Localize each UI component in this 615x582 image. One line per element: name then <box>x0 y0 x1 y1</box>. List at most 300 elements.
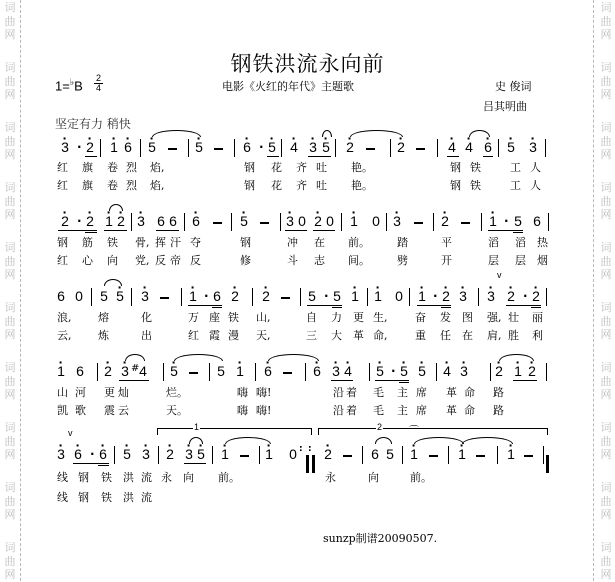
note: · 1 <box>104 213 114 229</box>
note: · 3 <box>459 363 469 379</box>
barline <box>114 446 115 464</box>
beam-underline <box>104 230 127 231</box>
note: 0 <box>298 213 306 229</box>
augmentation-dot: · <box>204 289 209 303</box>
barline <box>367 288 368 306</box>
barline <box>100 139 101 157</box>
note: · 2 <box>85 213 95 229</box>
watermark-right <box>596 0 615 581</box>
lyric-char: 志 <box>314 254 325 267</box>
tie-slur <box>268 354 319 361</box>
lyric-char: 命 <box>464 404 475 417</box>
lyric-char: 铁 <box>107 236 118 249</box>
lyric-char: 前。 <box>410 471 432 484</box>
note: · 4 <box>447 139 457 155</box>
lyric-char: 大 <box>331 329 342 342</box>
lyric-char: 烂。 <box>166 386 188 399</box>
note: · 1 <box>56 363 66 379</box>
barline <box>255 363 256 381</box>
lyric-char: 向 <box>107 254 118 267</box>
key-signature <box>55 77 83 93</box>
barline <box>140 139 141 157</box>
lyric-char: 座 <box>209 311 220 324</box>
lyric-char: 漫 <box>228 329 239 342</box>
song-title: 钢铁洪流永向前 <box>230 52 385 76</box>
beam-underline-double <box>399 382 409 383</box>
lyric-char: 浪, <box>57 311 72 324</box>
note: · 5 <box>115 288 125 304</box>
lyric-char: 河 <box>75 386 86 399</box>
beam-underline-double <box>332 307 342 308</box>
lyric-char: 红 <box>57 254 68 267</box>
note: · 2 <box>440 213 450 229</box>
lyric-char: 吐 <box>316 179 327 192</box>
sustain-dash <box>414 222 423 224</box>
tie-slur <box>350 130 403 137</box>
note: · 4 <box>464 139 474 155</box>
final-barline-thick <box>546 455 549 473</box>
lyric-char: 毛 <box>373 404 384 417</box>
watermark-text: 词 曲 网 <box>600 1 612 41</box>
watermark-text: 词 曲 网 <box>600 61 612 101</box>
beam-underline-double <box>85 232 97 233</box>
lyric-char: 沿 <box>333 386 344 399</box>
note: · 1 <box>417 288 427 304</box>
lyric-char: 洪 <box>123 471 134 484</box>
note: 5 <box>308 288 316 304</box>
lyric-char: 奋 <box>415 311 426 324</box>
lyric-char: 胜 <box>508 329 519 342</box>
lyric-char: 齐 <box>296 161 307 174</box>
note: · 6 <box>263 363 273 379</box>
lyric-char: 骨, <box>135 236 150 249</box>
lyric-char: 洪 <box>123 491 134 504</box>
note: · 5 <box>267 139 277 155</box>
lyric-char: 花 <box>271 161 282 174</box>
composer-credit: 吕其明曲 <box>483 100 527 113</box>
augmentation-dot: · <box>90 447 95 461</box>
margin-line-left <box>20 0 21 581</box>
lyric-char: 烈 <box>126 179 137 192</box>
watermark-text: 词 曲 网 <box>4 301 16 341</box>
tie-slur <box>189 437 203 444</box>
beam-underline <box>307 305 342 306</box>
beam-underline <box>308 156 331 157</box>
lyric-char: 艳。 <box>351 161 373 174</box>
note: · 5 <box>375 363 385 379</box>
note: · 1 <box>264 446 274 462</box>
note: · 6 <box>312 363 322 379</box>
key-prefix: 1= <box>55 78 70 94</box>
lyric-char: 肩, <box>487 329 502 342</box>
sustain-dash <box>160 297 169 299</box>
lyric-char: 工 <box>510 161 521 174</box>
note: · 1 <box>235 363 245 379</box>
barline <box>498 139 499 157</box>
watermark-text: 词 曲 网 <box>4 61 16 101</box>
lyric-char: 汗 <box>170 236 181 249</box>
note: · 2 <box>396 139 406 155</box>
note: · 1 <box>349 213 359 229</box>
lyric-char: 重 <box>415 329 426 342</box>
lyric-char: 平 <box>441 236 452 249</box>
lyric-char: 层 <box>488 254 499 267</box>
sustain-dash <box>476 455 485 457</box>
barline <box>369 363 370 381</box>
lyric-char: 万 <box>188 311 199 324</box>
lyric-char: 图 <box>462 311 473 324</box>
barline <box>335 139 336 157</box>
key-note: B <box>74 78 83 94</box>
lyric-char: 艳。 <box>351 179 373 192</box>
time-signature <box>94 74 103 93</box>
sustain-dash <box>343 455 352 457</box>
sustain-dash <box>283 372 292 374</box>
note: · 1 <box>373 288 383 304</box>
tie-slur <box>322 130 332 137</box>
lyric-char: 红 <box>57 161 68 174</box>
watermark-text: 词 曲 网 <box>4 241 16 281</box>
note: · 2 <box>494 363 504 379</box>
beam-underline <box>447 156 459 157</box>
sustain-dash <box>281 297 290 299</box>
note: 6 <box>371 446 379 462</box>
lyric-char: 向 <box>183 471 194 484</box>
note: · 2 <box>527 363 537 379</box>
lyric-char: 强, <box>487 311 502 324</box>
note: · 2 <box>506 288 516 304</box>
barline <box>281 139 282 157</box>
tie-slur <box>125 354 145 361</box>
note: · 4 <box>442 363 452 379</box>
lyric-char: 革 <box>446 386 457 399</box>
note: · 1 <box>350 288 360 304</box>
flat-symbol: ♭ <box>69 77 75 87</box>
note: · 3 <box>486 288 496 304</box>
augmentation-dot: · <box>433 289 438 303</box>
lyric-char: 着 <box>346 404 357 417</box>
note: · 1 <box>513 363 523 379</box>
note: 5 <box>217 363 225 379</box>
lyric-char: 凯 <box>57 404 68 417</box>
lyric-char: 灿 <box>118 386 129 399</box>
barline <box>341 213 342 231</box>
watermark-text: 词 曲 网 <box>4 361 16 401</box>
lyric-char: 钢 <box>78 491 89 504</box>
margin-line-right <box>593 0 594 581</box>
beam-underline <box>375 380 409 381</box>
lyric-char: 滔 <box>515 236 526 249</box>
note: · 3 <box>141 446 151 462</box>
tie-slur <box>375 437 392 444</box>
lyric-char: 任 <box>440 329 451 342</box>
lyric-char: 更 <box>104 386 115 399</box>
note: · 6 <box>98 446 108 462</box>
lyric-char: 主 <box>397 386 408 399</box>
tie-slur <box>104 279 122 286</box>
lyric-char: 挥 <box>155 236 166 249</box>
note: 6 <box>57 288 65 304</box>
breath-mark: v <box>497 270 502 280</box>
note: · 3 <box>308 139 318 155</box>
note: · 5 <box>506 139 516 155</box>
barline <box>97 363 98 381</box>
lyric-char: 永 <box>161 471 172 484</box>
repeat-barline <box>306 455 309 473</box>
lyric-char: 流 <box>141 491 152 504</box>
note: · 5 <box>399 363 409 379</box>
barline <box>209 363 210 381</box>
lyric-char: 人 <box>530 161 541 174</box>
lyric-char: 革 <box>353 329 364 342</box>
lyric-char: 在 <box>314 236 325 249</box>
beam-underline-double <box>441 307 451 308</box>
lyric-char: 钢 <box>244 179 255 192</box>
beam-underline <box>417 305 451 306</box>
beam-underline-double <box>212 307 222 308</box>
lyric-char: 卷 <box>107 179 118 192</box>
lyric-char: 嗨 <box>237 386 248 399</box>
time-sig-bottom: 4 <box>95 83 101 93</box>
lyric-char: 反 <box>155 254 166 267</box>
lyricist-credit: 史 俊词 <box>495 80 532 93</box>
lyric-char: 筋 <box>82 236 93 249</box>
lyric-char: 帝 <box>170 254 181 267</box>
note: · 5 <box>122 446 132 462</box>
note: · 3 <box>120 363 130 379</box>
barline <box>386 213 387 231</box>
watermark-text: 词 曲 网 <box>600 301 612 341</box>
sustain-dash <box>240 455 249 457</box>
lyric-char: 主 <box>397 404 408 417</box>
subtitle: 电影《火红的年代》主题歌 <box>222 80 354 93</box>
sustain-dash <box>524 455 533 457</box>
lyric-char: 路 <box>493 404 504 417</box>
barline <box>390 139 391 157</box>
note: 6 <box>213 288 221 304</box>
lyric-char: 钢 <box>240 236 251 249</box>
lyric-char: 旗 <box>82 179 93 192</box>
volta-number-1: 1 <box>194 422 200 432</box>
lyric-char: 红 <box>188 329 199 342</box>
barline <box>234 139 235 157</box>
lyric-char: 线 <box>57 471 68 484</box>
lyric-char: 三 <box>306 329 317 342</box>
lyric-char: 云 <box>118 404 129 417</box>
note: · 2 <box>165 446 175 462</box>
lyric-char: 席 <box>416 386 427 399</box>
lyric-char: 烟 <box>537 254 548 267</box>
watermark-text: 词 曲 网 <box>600 241 612 281</box>
note: · 3 <box>528 139 538 155</box>
lyric-char: 山, <box>256 311 271 324</box>
tie-slur <box>414 437 464 444</box>
note: · 6 <box>483 139 493 155</box>
barline <box>402 446 403 464</box>
sustain-dash <box>260 222 269 224</box>
sharp-sign: # <box>131 363 140 374</box>
lyric-char: 前。 <box>218 471 240 484</box>
barline <box>436 363 437 381</box>
note: · 3 <box>331 363 341 379</box>
note: · 3 <box>285 213 295 229</box>
note: · 2 <box>323 446 333 462</box>
lyric-char: 炼 <box>98 329 109 342</box>
note: 5 <box>333 288 341 304</box>
beam-underline <box>184 463 206 464</box>
note: · 5 <box>417 363 427 379</box>
barline <box>300 288 301 306</box>
barline <box>91 288 92 306</box>
tie-slur <box>469 130 490 137</box>
note: · 5 <box>321 139 331 155</box>
lyric-char: 前。 <box>348 236 370 249</box>
lyric-char: 红 <box>57 179 68 192</box>
lyric-char: 铁 <box>228 311 239 324</box>
lyric-char: 钢 <box>57 236 68 249</box>
barline <box>252 288 253 306</box>
barline <box>131 213 132 231</box>
note: 5 <box>514 213 522 229</box>
note: · 4 <box>289 139 299 155</box>
note: · 5 <box>239 213 249 229</box>
beam-underline <box>488 230 523 231</box>
watermark-text: 词 曲 网 <box>600 421 612 461</box>
note: 0 <box>395 288 403 304</box>
beam-underline <box>506 305 541 306</box>
lyric-char: 命, <box>373 329 388 342</box>
note: · 3 <box>392 213 402 229</box>
lyric-char: 人 <box>530 179 541 192</box>
note: · 1 <box>506 446 516 462</box>
lyric-char: 劈 <box>397 254 408 267</box>
note: · 1 <box>220 446 230 462</box>
lyric-char: 更 <box>353 311 364 324</box>
barline <box>448 446 449 464</box>
sustain-dash <box>189 372 198 374</box>
lyric-char: 线 <box>57 491 68 504</box>
lyric-char: 生, <box>373 311 388 324</box>
lyric-char: 嗨 <box>237 404 248 417</box>
lyric-char: 在 <box>462 329 473 342</box>
watermark-text: 词 曲 网 <box>600 541 612 581</box>
barline <box>181 288 182 306</box>
lyric-char: 热 <box>537 236 548 249</box>
note: · 4 <box>343 363 353 379</box>
lyric-char: 卷 <box>107 161 118 174</box>
lyric-char: 壮 <box>508 311 519 324</box>
beam-underline <box>513 380 537 381</box>
sustain-dash <box>416 148 425 150</box>
note: · 6 <box>73 446 83 462</box>
note: · 5 <box>169 363 179 379</box>
breath-mark: v <box>68 428 73 438</box>
lyric-char: 心 <box>82 254 93 267</box>
time-sig-top: 2 <box>95 73 101 83</box>
lyric-char: 熔 <box>98 311 109 324</box>
lyric-char: 发 <box>440 311 451 324</box>
barline <box>158 446 159 464</box>
augmentation-dot: · <box>259 140 264 154</box>
note: · 1 <box>488 213 498 229</box>
note: · 5 <box>147 139 157 155</box>
beam-underline <box>85 156 97 157</box>
lyric-char: 焰, <box>150 161 165 174</box>
beam-underline <box>285 230 307 231</box>
lyric-char: 修 <box>240 254 251 267</box>
lyric-char: 斗 <box>287 254 298 267</box>
repeat-dots: : <box>308 444 312 454</box>
sustain-dash <box>461 222 470 224</box>
lyric-char: 着 <box>346 386 357 399</box>
lyric-char: 歌 <box>75 404 86 417</box>
note: · 1 <box>409 446 419 462</box>
lyric-char: 路 <box>493 386 504 399</box>
note: · 1 <box>109 139 119 155</box>
lyric-char: 工 <box>510 179 521 192</box>
beam-underline <box>483 156 493 157</box>
note: · 3 <box>184 446 194 462</box>
barline <box>546 288 547 306</box>
note: · 2 <box>345 139 355 155</box>
lyric-char: 流 <box>141 471 152 484</box>
barline <box>184 213 185 231</box>
barline <box>546 363 547 381</box>
note: · 6 <box>123 139 133 155</box>
note: 0 <box>326 213 334 229</box>
lyric-char: 铁 <box>470 161 481 174</box>
watermark-text: 词 曲 网 <box>4 1 16 41</box>
barline <box>131 288 132 306</box>
note: · 3 <box>458 288 468 304</box>
note: · 6 <box>191 213 201 229</box>
lyric-char: 山 <box>57 386 68 399</box>
note: · 1 <box>457 446 467 462</box>
barline <box>280 213 281 231</box>
note: · 2 <box>230 288 240 304</box>
watermark-text: 词 曲 网 <box>600 481 612 521</box>
lyric-char: 铁 <box>101 471 112 484</box>
note: · 2 <box>103 363 113 379</box>
lyric-char: 党, <box>135 254 150 267</box>
lyric-char: 霞 <box>209 329 220 342</box>
lyric-char: 席 <box>416 404 427 417</box>
beam-underline-double <box>531 307 541 308</box>
barline <box>548 213 549 231</box>
lyric-char: 永 <box>325 471 336 484</box>
barline <box>545 139 546 157</box>
lyric-char: 踏 <box>397 236 408 249</box>
watermark-left <box>0 0 20 581</box>
note: · 3 <box>140 288 150 304</box>
barline <box>481 213 482 231</box>
tie-slur <box>174 354 223 361</box>
final-barline-thin <box>543 446 544 464</box>
note: 5 <box>100 288 108 304</box>
barline <box>409 288 410 306</box>
barline <box>259 446 260 464</box>
lyric-char: 天, <box>256 329 271 342</box>
beam-underline-double <box>98 465 109 466</box>
augmentation-dot: · <box>324 289 329 303</box>
volta-bracket-1 <box>157 428 312 435</box>
lyric-char: 旗 <box>82 161 93 174</box>
augmentation-dot: · <box>77 140 82 154</box>
lyric-char: 钢 <box>78 471 89 484</box>
lyric-char: 天。 <box>166 404 188 417</box>
beam-underline <box>267 156 279 157</box>
lyric-char: 反 <box>190 254 201 267</box>
